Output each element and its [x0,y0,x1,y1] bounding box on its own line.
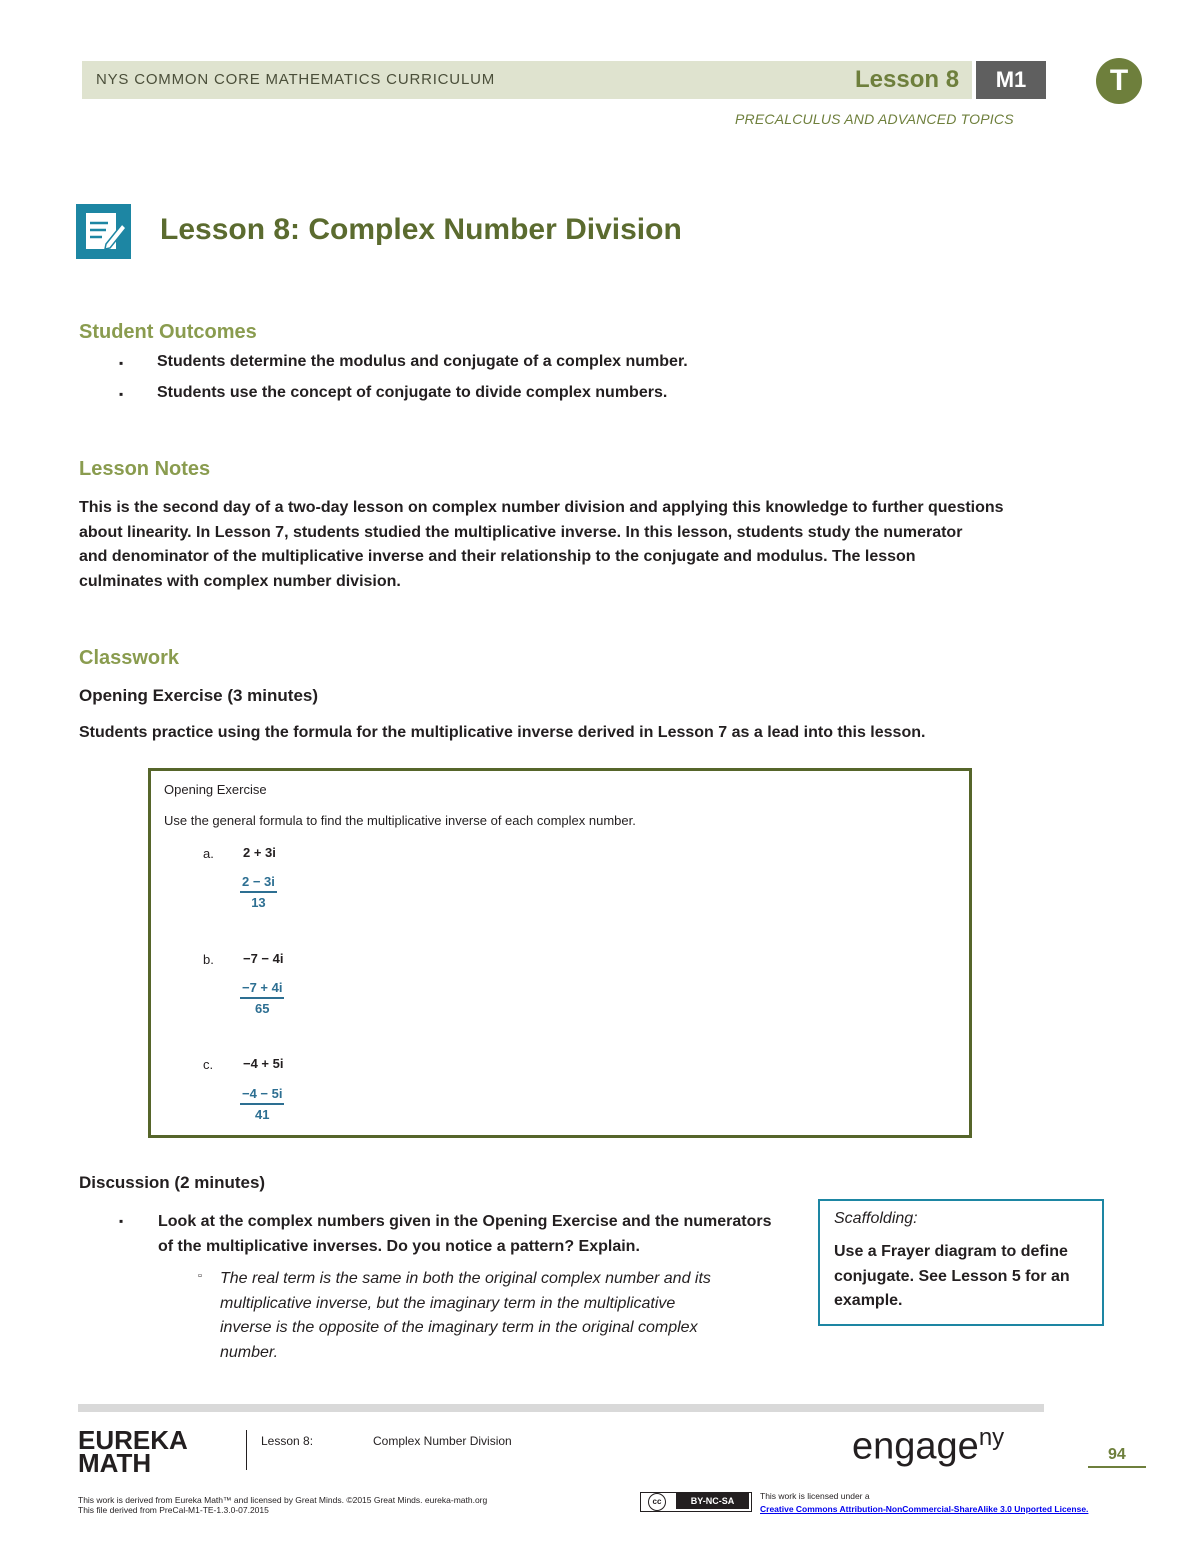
footer-lesson-name: Complex Number Division [373,1434,512,1448]
answer-line: inverse is the opposite of the imaginary term in the original complex [220,1319,698,1336]
bullet-icon: ▪ [119,387,124,401]
item-problem: −4 + 5i [243,1056,284,1071]
answer-line: The real term is the same in both the original complex number and its [220,1270,711,1287]
answer-line: number. [220,1343,279,1361]
opening-exercise-title: Opening Exercise (3 minutes) [79,686,319,705]
question-line: of the multiplicative inverses. Do you notice a pattern? Explain. [158,1237,640,1255]
notes-line: about linearity. In Lesson 7, students studied the multiplicative inverse. In this lesson, students study the numerator [79,523,963,541]
page-number-underline [1088,1466,1146,1468]
item-answer-fraction [240,1085,284,1125]
notes-line: and denominator of the multiplicative inverse and their relationship to the conjugate and modulus. The lesson [79,548,916,565]
logo-line: MATH [78,1448,152,1478]
answer-numerator: −7 + 4i [240,979,284,999]
exercise-box-title: Opening Exercise [164,782,267,797]
notes-line: This is the second day of a two-day lesson on complex number division and applying this knowledge to further questions [79,499,1004,516]
notebook-pencil-icon [76,204,131,259]
scaffolding-line: example. [834,1292,903,1309]
classwork-heading: Classwork [79,647,180,669]
scaffolding-line: conjugate. See Lesson 5 for an [834,1267,1070,1285]
scaffolding-line: Use a Frayer diagram to define [834,1243,1068,1260]
discussion-title: Discussion (2 minutes) [79,1173,266,1192]
teacher-badge: T [1096,58,1142,104]
license-link[interactable]: Creative Commons Attribution-NonCommercial-ShareAlike 3.0 Unported License. [760,1504,1089,1514]
answer-numerator: −4 − 5i [240,1085,284,1105]
engage-text: engage [852,1425,979,1468]
footer-divider [78,1404,1044,1412]
eureka-math-logo [78,1425,188,1478]
item-answer-fraction [240,979,284,1019]
student-outcomes-heading: Student Outcomes [79,321,257,343]
license-line: This work is licensed under a [760,1491,870,1501]
derived-notice [78,1495,487,1515]
answer-numerator: 2 − 3i [240,873,277,893]
curriculum-name: NYS COMMON CORE MATHEMATICS CURRICULUM [96,71,496,88]
question-line: Look at the complex numbers given in the Opening Exercise and the numerators [158,1213,772,1230]
outcome-item: Students use the concept of conjugate to divide complex numbers. [157,384,668,401]
logo-line: EUREKA [78,1425,188,1455]
cc-icon: cc [648,1493,666,1511]
module-badge: M1 [976,61,1046,99]
item-label: a. [203,846,214,861]
opening-intro: Students practice using the formula for the multiplicative inverse derived in Lesson 7 as a lead into this lesson. [79,724,926,741]
answer-denominator: 41 [255,1107,270,1122]
answer-line: multiplicative inverse, but the imaginary term in the multiplicative [220,1294,676,1312]
derived-line: This file derived from PreCal-M1-TE-1.3.0-07.2015 [78,1505,269,1515]
engage-ny-logo [852,1424,1004,1469]
answer-denominator: 13 [251,895,266,910]
ny-text: ny [978,1424,1005,1451]
item-answer-fraction [240,873,277,913]
page-number: 94 [1108,1446,1126,1463]
lesson-notes-heading: Lesson Notes [79,458,211,480]
outcome-item: Students determine the modulus and conjugate of a complex number. [157,353,688,370]
item-problem: 2 + 3i [243,845,276,860]
answer-denominator: 65 [255,1001,270,1016]
discussion-question [158,1210,808,1259]
item-label: b. [203,952,214,967]
cc-badge-text: BY-NC-SA [676,1493,749,1509]
footer-separator [246,1430,247,1470]
scaffolding-text [834,1240,1094,1314]
bullet-icon: ▪ [119,1214,124,1228]
item-problem: −7 − 4i [243,951,284,966]
lesson-notes-paragraph [79,496,1079,594]
discussion-answer [220,1267,800,1365]
license-notice [760,1490,1088,1516]
exercise-instruction: Use the general formula to find the multiplicative inverse of each complex number. [164,813,636,828]
lesson-title: Lesson 8: Complex Number Division [160,213,682,246]
derived-line: This work is derived from Eureka Math™ and licensed by Great Minds. ©2015 Great Minds. eureka-math.org [78,1495,488,1505]
notes-line: culminates with complex number division. [79,572,401,590]
header-lesson: Lesson 8 [855,66,960,93]
sub-bullet-icon: ▫ [198,1270,202,1282]
bullet-icon: ▪ [119,356,124,370]
scaffolding-title: Scaffolding: [834,1210,918,1227]
footer-lesson-label: Lesson 8: [261,1434,314,1448]
course-name: PRECALCULUS AND ADVANCED TOPICS [735,111,1014,127]
item-label: c. [203,1057,214,1072]
